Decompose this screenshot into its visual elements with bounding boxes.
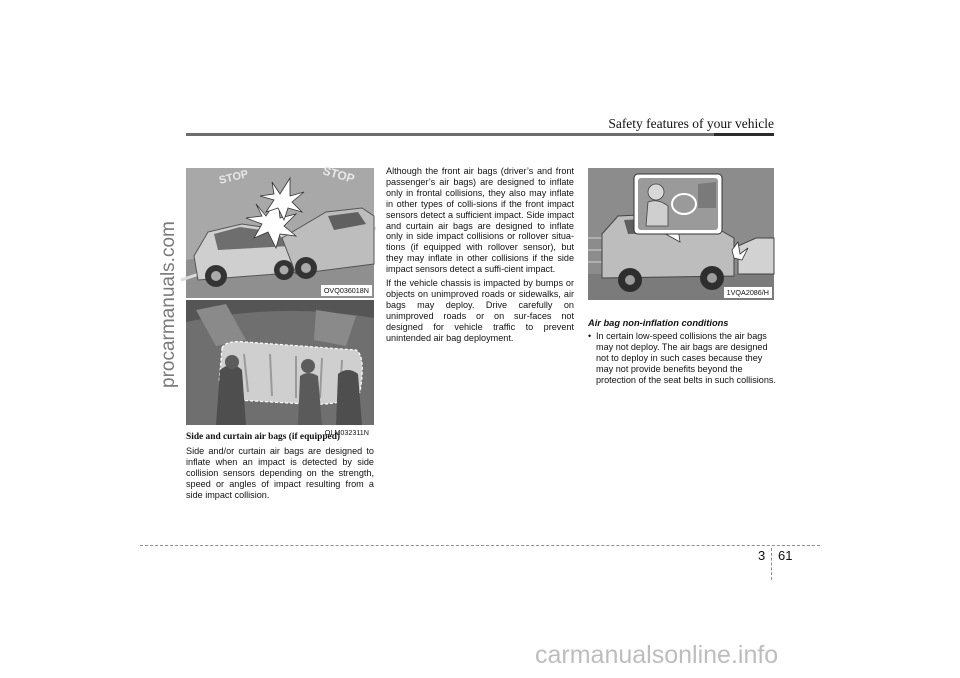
bullet-item xyxy=(588,331,776,386)
paragraph: Side and/or curtain air bags are designed to inflate when an impact is detected by side collision sensors depending on the strength, speed or angles of impact resulting from a side impact collision. xyxy=(186,445,374,500)
column-3 xyxy=(588,318,776,385)
page-number: 61 xyxy=(778,548,793,563)
figure-code: OVQ036018N xyxy=(321,285,372,296)
paragraph: If the vehicle chassis is impacted by bumps or objects on unimproved roads or sidewalks, air bags may deploy. Drive carefully on unimproved roads or on sur-faces not designed for vehicle traffic to prevent unintended air bag deployment. xyxy=(386,278,574,343)
chapter-number: 3 xyxy=(758,548,766,563)
svg-text:STOP: STOP xyxy=(217,168,250,187)
svg-text:STOP: STOP xyxy=(321,163,357,186)
section-heading: Side and curtain air bags (if equipped) xyxy=(186,432,341,442)
side-watermark: procarmanuals.com xyxy=(158,221,179,388)
figure-code: OLM032311N xyxy=(322,427,372,438)
page-number-divider xyxy=(771,548,772,580)
side-collision-drawing xyxy=(186,163,374,298)
bottom-watermark: carmanualsonline.info xyxy=(535,641,779,669)
column-1 xyxy=(186,432,374,503)
low-speed-collision-drawing xyxy=(588,168,774,300)
curtain-airbag-drawing xyxy=(186,300,374,425)
low-speed-collision-illustration xyxy=(588,168,774,300)
section-title: Safety features of your vehicle xyxy=(608,116,774,131)
side-collision-illustration xyxy=(186,163,374,298)
section-heading: Air bag non-inflation conditions xyxy=(588,318,729,328)
bullet-text: In certain low-speed collisions the air bags may not deploy. The air bags are designed not to deploy in such cases because they may not provide benefits beyond the protection of the seat belts in such collisions. xyxy=(596,330,776,385)
header-rule-accent xyxy=(714,133,774,136)
paragraph: Although the front air bags (driver’s and front passenger’s air bags) are designed to inflate only in frontal collisions, they also may inflate in other types of colli-sions if the front impact sensors detect a sufficient impact. Side impact and curtain air bags are designed to inflate only in side impact collisions or rollover situa-tions (if equipped with rollover sensor), but they may inflate in other collisions if the side impact sensors detect a suffi-cient impact. xyxy=(386,166,574,275)
bullet-icon: • xyxy=(588,330,592,341)
footer-rule xyxy=(140,545,820,546)
column-2 xyxy=(386,166,574,347)
header-rule xyxy=(186,133,774,136)
figure-code: 1VQA2086/H xyxy=(724,287,772,298)
